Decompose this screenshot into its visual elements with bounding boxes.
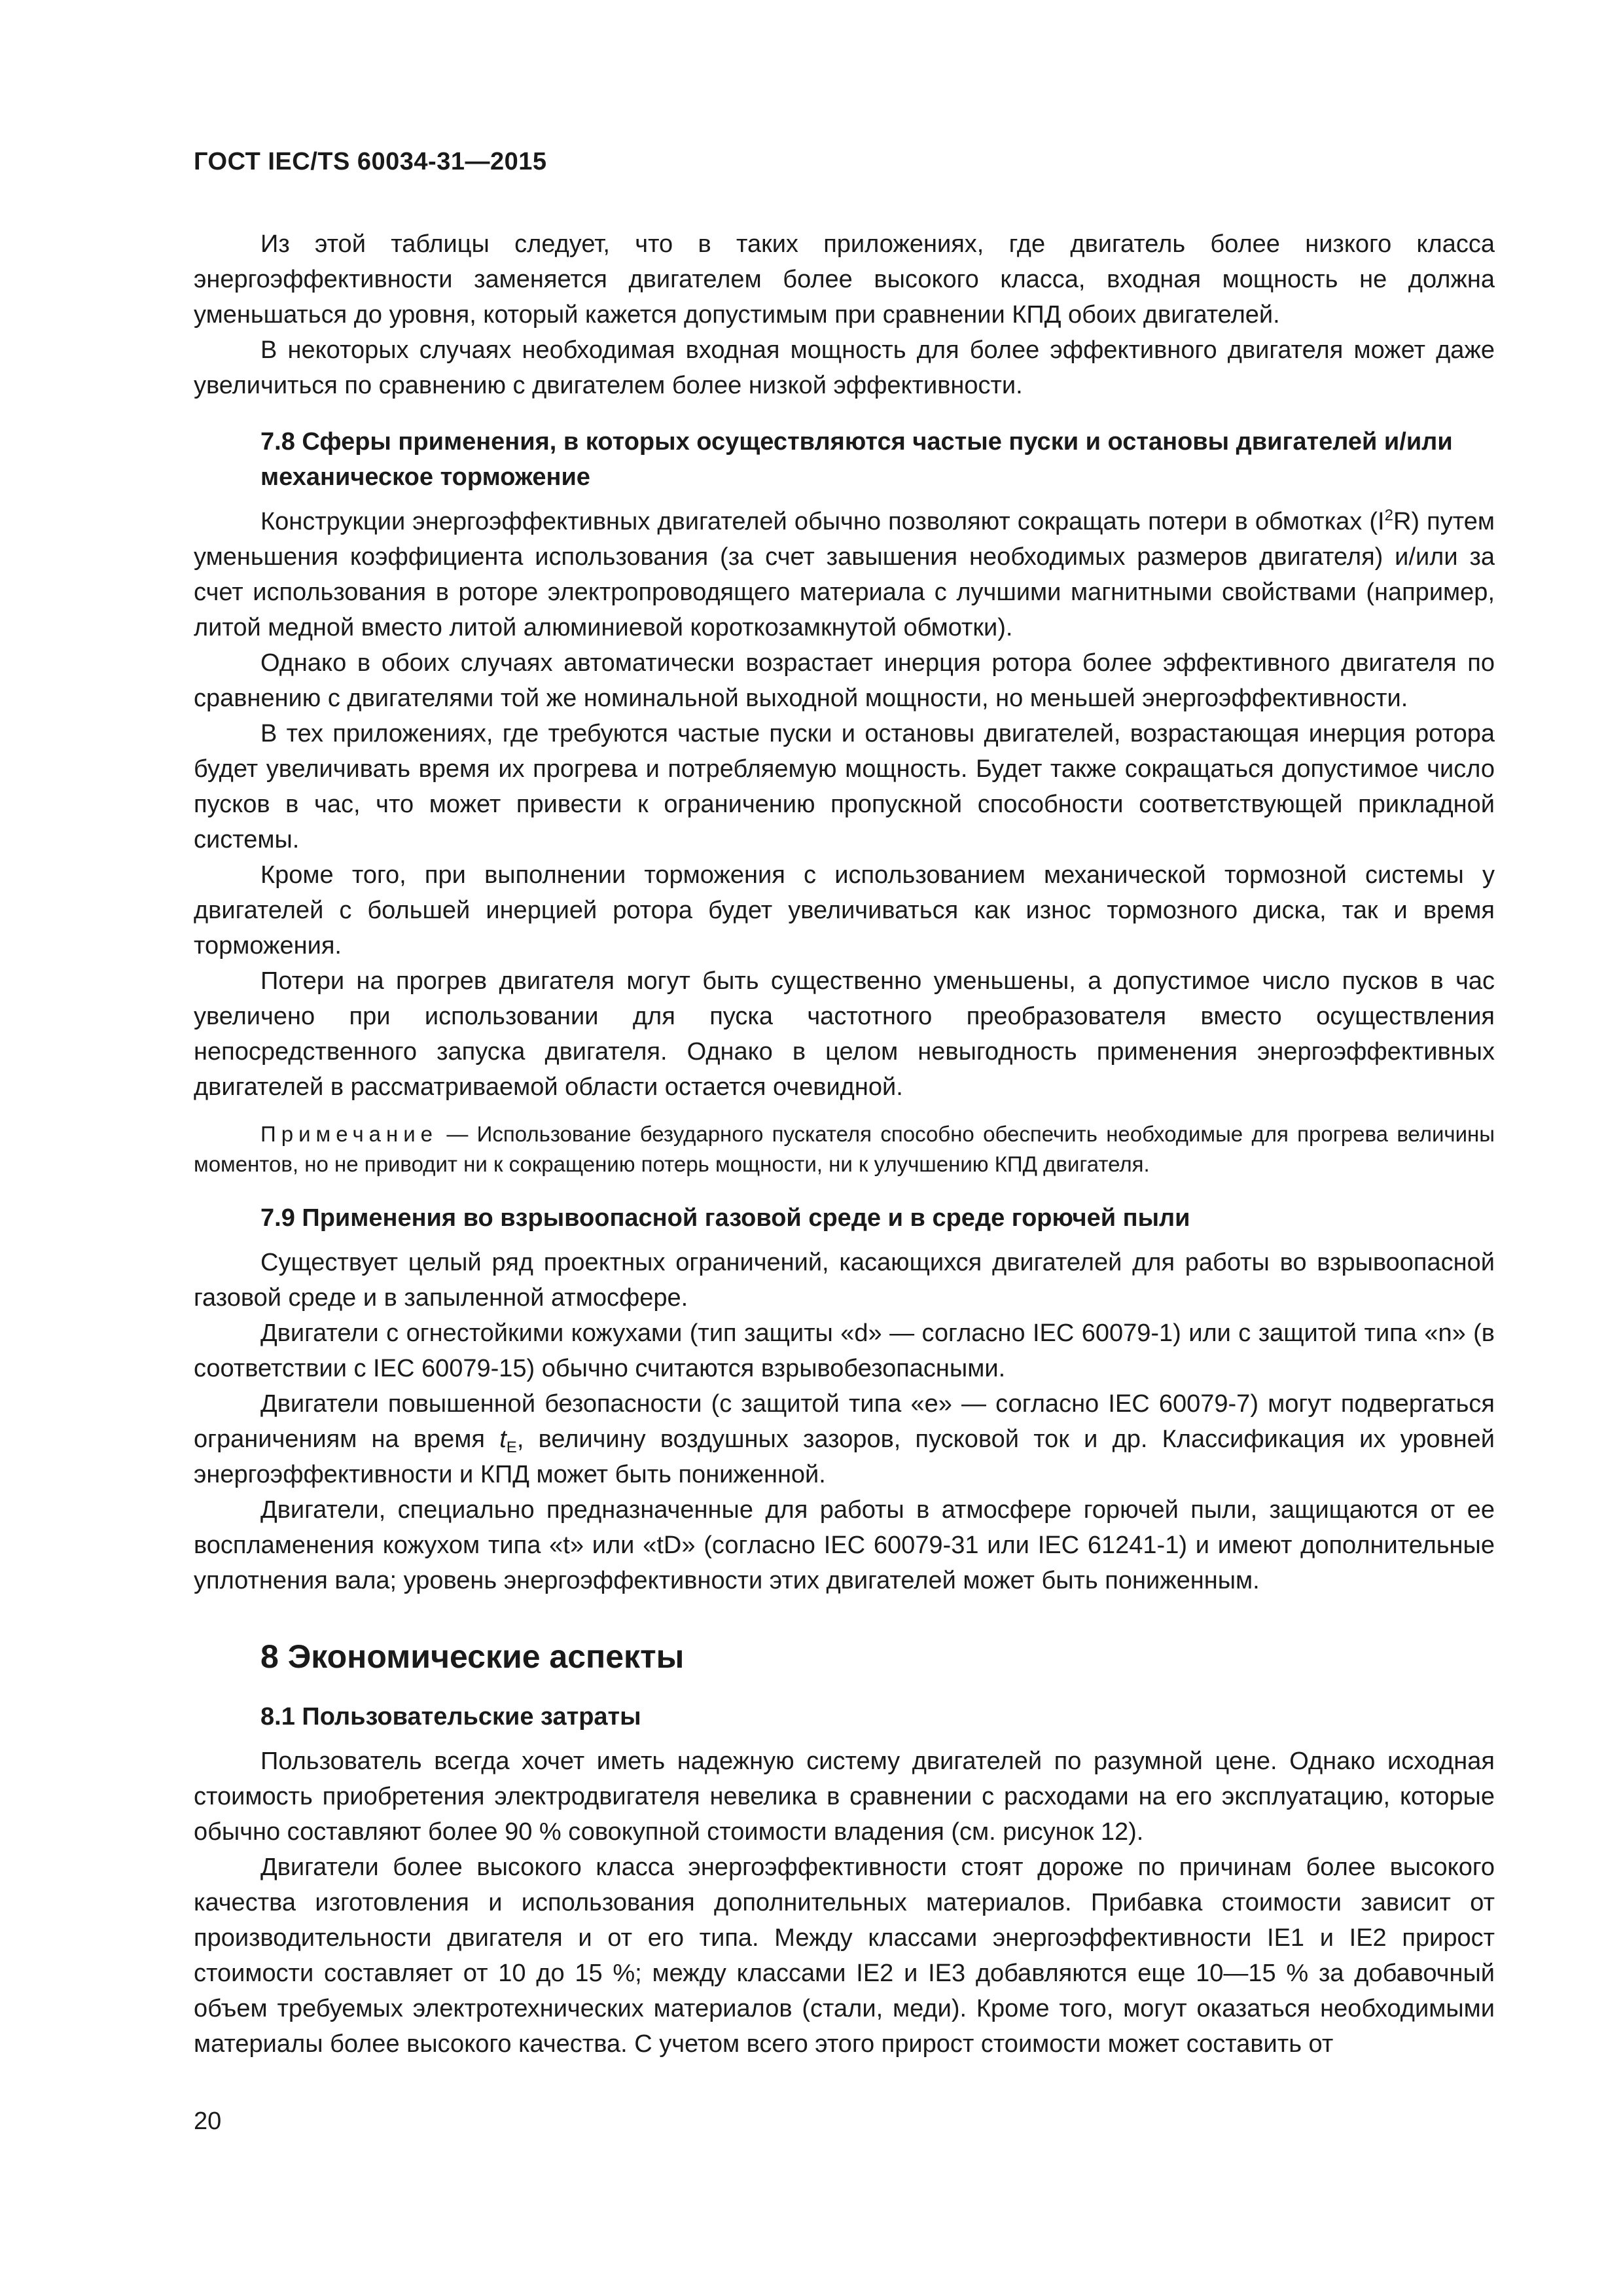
section-heading-7-8: 7.8 Сферы применения, в которых осуществляются частые пуски и остановы двигателей и/или механическое торможение (260, 428, 1453, 491)
document-body (194, 226, 1495, 2062)
page-number: 20 (194, 2108, 222, 2135)
paragraph: Однако в обоих случаях автоматически возрастает инерция ротора более эффективного двигателя по сравнению с двигателями той же номинальной выходной мощности, но меньшей энергоэффективности. (194, 649, 1495, 712)
section-heading-8-1: 8.1 Пользовательские затраты (260, 1703, 641, 1731)
paragraph: Двигатели с огнестойкими кожухами (тип защиты «d» — согласно IEC 60079-1) или с защитой типа «n» (в соответствии с IEC 60079-15) обычно считаются взрывобезопасными. (194, 1319, 1495, 1382)
note-text: — Использование безударного пускателя способно обеспечить необходимые для прогрева величины моментов, но не приводит ни к сокращению потерь мощности, ни к улучшению КПД двигателя. (194, 1122, 1495, 1176)
text-run: R) путем уменьшения коэффициента использования (за счет завышения необходимых размеров двигателя) и/или за счет использования в роторе электропроводящего материала с лучшими магнитными свойствами (например, литой медной вместо литой алюминиевой короткозамкнутой обмотки). (194, 508, 1495, 641)
paragraph: Двигатели, специально предназначенные для работы в атмосфере горючей пыли, защищаются от ее воспламенения кожухом типа «t» или «tD» (согласно IEC 60079-31 или IEC 61241-1) и имеют дополнительные уплотнения вала; уровень энергоэффективности этих двигателей может быть пониженным. (194, 1496, 1495, 1594)
note (194, 1119, 1495, 1179)
text-run: Двигатели повышенной безопасности (с защитой типа «е» — согласно IEC 60079-7) могут подвергаться ограничениям на время (194, 1390, 1495, 1453)
paragraph: Двигатели более высокого класса энергоэффективности стоят дороже по причинам более высокого качества изготовления и использования дополнительных материалов. Прибавка стоимости зависит от производительности двигателя и от его типа. Между классами энергоэффективности IE1 и IE2 прирост стоимости составляет от 10 до 15 %; между классами IE2 и IE3 добавляются еще 10—15 % за добавочный объем требуемых электротехнических материалов (стали, меди). Кроме того, могут оказаться необходимыми материалы более высокого качества. С учетом всего этого прирост стоимости может составить от (194, 1854, 1495, 2058)
document-header: ГОСТ IEC/TS 60034-31—2015 (194, 148, 547, 175)
paragraph: В тех приложениях, где требуются частые пуски и остановы двигателей, возрастающая инерция ротора будет увеличивать время их прогрева и потребляемую мощность. Будет также сокращаться допустимое число пусков в час, что может привести к ограничению пропускной способности соответствующей прикладной системы. (194, 720, 1495, 853)
section-heading-8: 8 Экономические аспекты (260, 1638, 685, 1675)
paragraph: Существует целый ряд проектных ограничений, касающихся двигателей для работы во взрывоопасной газовой среде и в запыленной атмосфере. (194, 1249, 1495, 1312)
paragraph (194, 504, 1495, 645)
subscript: E (506, 1439, 517, 1456)
superscript: 2 (1384, 507, 1393, 524)
text-run: Конструкции энергоэффективных двигателей обычно позволяют сокращать потери в обмотках (I (260, 508, 1385, 535)
paragraph: Кроме того, при выполнении торможения с использованием механической тормозной системы у двигателей с большей инерцией ротора будет увеличиваться как износ тормозного диска, так и время торможения. (194, 861, 1495, 960)
text-run: , величину воздушных зазоров, пусковой ток и др. Классификация их уровней энергоэффективности и КПД может быть пониженной. (194, 1426, 1495, 1488)
paragraph: Из этой таблицы следует, что в таких приложениях, где двигатель более низкого класса энергоэффективности заменяется двигателем более высокого класса, входная мощность не должна уменьшаться до уровня, который кажется допустимым при сравнении КПД обоих двигателей. (194, 230, 1495, 329)
paragraph: В некоторых случаях необходимая входная мощность для более эффективного двигателя может даже увеличиться по сравнению с двигателем более низкой эффективности. (194, 336, 1495, 399)
paragraph: Пользователь всегда хочет иметь надежную систему двигателей по разумной цене. Однако исходная стоимость приобретения электродвигателя невелика в сравнении с расходами на его эксплуатацию, которые обычно составляют более 90 % совокупной стоимости владения (см. рисунок 12). (194, 1748, 1495, 1846)
paragraph: Потери на прогрев двигателя могут быть существенно уменьшены, а допустимое число пусков в час увеличено при использовании для пуска частотного преобразователя вместо осуществления непосредственного запуска двигателя. Однако в целом невыгодность применения энергоэффективных двигателей в рассматриваемой области остается очевидной. (194, 967, 1495, 1101)
note-label: Примечание (260, 1122, 438, 1146)
paragraph (194, 1386, 1495, 1492)
symbol-t: t (499, 1426, 507, 1453)
section-heading-7-9: 7.9 Применения во взрывоопасной газовой среде и в среде горючей пыли (260, 1204, 1190, 1232)
